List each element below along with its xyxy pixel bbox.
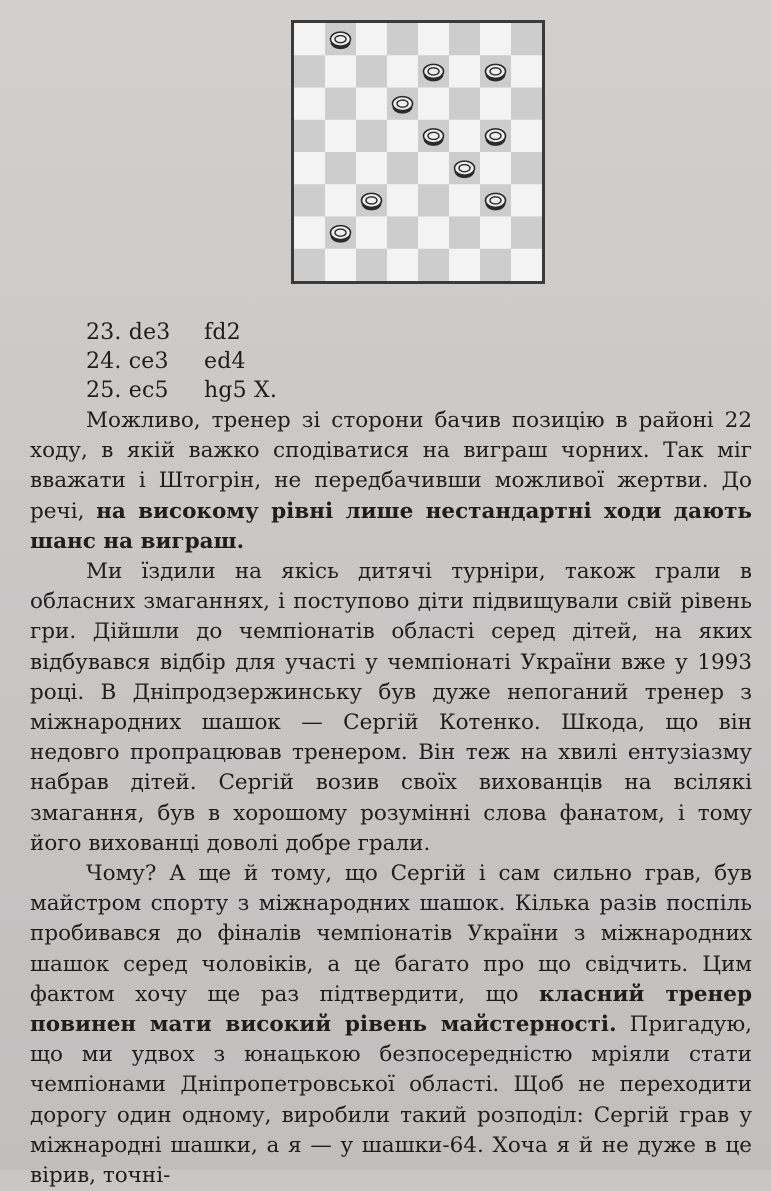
light-square [418,152,450,185]
dark-square [480,249,512,281]
checker-piece [331,226,351,243]
white-move: 23. de3 [86,320,171,345]
light-square [418,88,450,121]
checker-piece [424,129,444,146]
checker-piece [331,32,351,49]
light-square [356,217,388,250]
dark-square [356,120,388,153]
light-square [387,55,419,88]
light-square [418,23,450,56]
light-square [325,55,357,88]
checker-piece [486,129,506,146]
checkers-board [294,23,542,281]
dark-square [387,217,419,250]
light-square [449,184,481,217]
light-square [418,217,450,250]
dark-square [325,152,357,185]
light-square [325,249,357,281]
move-row [86,376,277,405]
light-square [356,152,388,185]
move-row [86,318,277,347]
text-run: Ми їздили на якісь дитячі турніри, також грали в обласних змаганнях, і поступово діти підвищували свій рівень гри. Дійшли до чемпіонатів області серед дітей, на яких відбувався відбір для участі у чемпіонаті України вже у 1993 році. В Дніпродзержинську був дуже непоганий тренер з міжнародних шашок — Сергій Котенко. Шкода, що він недовго пропрацював тренером. Він теж на хвилі ентузіазму набрав дітей. Сергій возив своїх вихованців на всілякі змагання, був в хорошому розумінні слова фанатом, і тому його вихованці доволі добре грали. [30,559,752,856]
dark-square [418,249,450,281]
light-square [480,217,512,250]
white-move: 25. ec5 [86,378,169,403]
checkers-diagram [291,20,545,284]
text-run: Чому? А ще й тому, що Сергій і сам сильно грав, був майстром спорту з міжнародних шашок. Кілька разів поспіль пробивався до фіналів чемпіонатів України з міжнародних шашок серед чоловіків, а це багато про що свідчить. Цим фактом хочу ще раз підтвердити, що [30,861,752,1007]
light-square [356,23,388,56]
checker-piece [424,64,444,81]
dark-square [356,55,388,88]
light-square [387,120,419,153]
light-square [449,120,481,153]
body-text [30,406,752,1191]
light-square [294,88,326,121]
light-square [387,249,419,281]
light-square [325,120,357,153]
black-move: hg5 Х. [204,378,278,403]
dark-square [449,217,481,250]
bold-text-run: на високому рівні лише нестандартні ходи дають шанс на виграш. [30,498,753,554]
move-row [86,347,277,376]
paragraph [30,406,752,557]
light-square [356,88,388,121]
dark-square [387,152,419,185]
dark-square [294,184,326,217]
dark-square [387,23,419,56]
dark-square [294,249,326,281]
light-square [449,55,481,88]
dark-square [294,55,326,88]
dark-square [449,23,481,56]
bold-text-run: класний тренер повинен мати високий рівень майстерності. [30,981,752,1038]
checker-piece [486,193,506,210]
dark-square [325,88,357,121]
white-move: 24. ce3 [86,349,169,374]
checker-piece [486,64,506,81]
light-square [294,152,326,185]
light-square [480,152,512,185]
dark-square [294,120,326,153]
dark-square [356,249,388,281]
text-run: Пригадую, що ми удвох з юнацькою безпосередністю мріяли стати чемпіонами Дніпропетровської області. Щоб не переходити дорогу один одному, виробили такий розподіл: Сергій грав у міжнародні шашки, а я — у шашки-64. Хоча я й не дуже в це вірив, точні- [30,1012,752,1189]
light-square [325,184,357,217]
text-run: Можливо, тренер зі сторони бачив позицію в районі 22 ходу, в якій важко сподіватися на виграш чорних. Так міг вважати і Штогрін, не передбачивши можливої жертви. До речі, [30,408,752,524]
dark-square [511,88,542,121]
light-square [511,55,542,88]
dark-square [449,88,481,121]
dark-square [418,184,450,217]
light-square [294,23,326,56]
checker-piece [455,161,475,178]
light-square [294,217,326,250]
light-square [511,249,542,281]
light-square [387,184,419,217]
light-square [511,184,542,217]
black-move: fd2 [204,320,241,345]
checker-piece [393,97,413,114]
light-square [480,23,512,56]
paragraph [30,859,752,1191]
move-list [86,318,277,405]
light-square [449,249,481,281]
paragraph [30,557,752,859]
light-square [511,120,542,153]
dark-square [511,23,542,56]
black-move: ed4 [204,349,246,374]
dark-square [511,217,542,250]
dark-square [511,152,542,185]
checker-piece [362,193,382,210]
light-square [480,88,512,121]
